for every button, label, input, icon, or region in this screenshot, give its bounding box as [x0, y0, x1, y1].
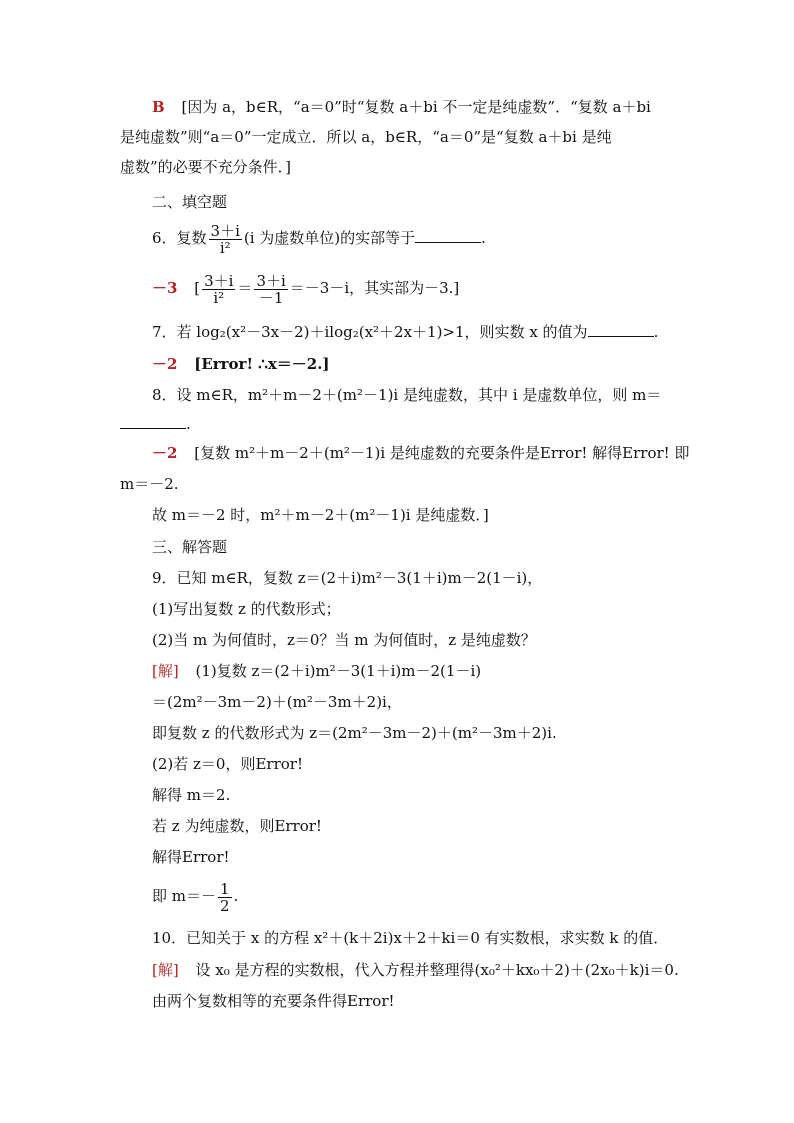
q10-solution-tag: [解] — [152, 961, 179, 979]
q9-question-line2: (1)写出复数 z 的代数形式； — [152, 600, 341, 618]
q9-solution-line8 — [152, 878, 238, 914]
q6-sol-den2: －1 — [258, 288, 284, 307]
q6-sol-fraction-2 — [254, 273, 287, 306]
q6-tail: . — [481, 229, 486, 247]
q5-answer: B — [152, 98, 165, 116]
q6-suffix: (i 为虚数单位)的实部等于 — [243, 229, 416, 247]
q9-sol-fraction — [218, 881, 232, 914]
q8-tail: . — [186, 415, 191, 433]
q10-solution-line2: 由两个复数相等的充要条件得Error! — [152, 992, 395, 1010]
q6-answer-blank[interactable] — [415, 228, 481, 243]
q9-sol-den: 2 — [220, 896, 230, 915]
q9-sol-1: (1)复数 z＝(2＋i)m²－3(1＋i)m－2(1－i) — [195, 662, 482, 680]
q7-solution — [152, 354, 330, 374]
q9-sol-num: 1 — [220, 879, 230, 898]
section-answer-title: 三、解答题 — [152, 538, 228, 556]
q9-solution-line2: ＝(2m²－3m－2)＋(m²－3m＋2)i， — [152, 693, 402, 711]
q10-question: 10．已知关于 x 的方程 x²＋(k＋2i)x＋2＋ki＝0 有实数根，求实数 k 的值． — [152, 929, 669, 947]
q5-line1 — [152, 97, 651, 117]
q6-denominator: i² — [219, 238, 231, 257]
q6-sol-eq: ＝ — [237, 279, 253, 297]
q5-explain-2: 是纯虚数”则“a＝0”一定成立．所以 a，b∈R，“a＝0”是“复数 a＋bi 是纯 — [120, 128, 612, 146]
q9-solution-line3: 即复数 z 的代数形式为 z＝(2m²－3m－2)＋(m²－3m＋2)i. — [152, 724, 557, 742]
q6-sol-open: [ — [194, 279, 201, 297]
q5-explain-1: [因为 a，b∈R，“a＝0”时“复数 a＋bi 不一定是纯虚数”．“复数 a＋bi — [181, 98, 651, 116]
q7-answer: －2 — [152, 355, 178, 373]
q7-question — [152, 322, 658, 342]
q9-solution-line5: 解得 m＝2. — [152, 786, 231, 804]
q9-question-line3: (2)当 m 为何值时，z＝0？当 m 为何值时，z 是纯虚数？ — [152, 631, 536, 649]
q10-sol-1: 设 x₀ 是方程的实数根，代入方程并整理得(x₀²＋kx₀＋2)＋(2x₀＋k)i＝0. — [195, 961, 679, 979]
q6-numerator: 3＋i — [210, 221, 240, 240]
q6-sol-rest: ＝－3－i，其实部为－3.] — [289, 279, 460, 297]
q9-solution-line1 — [152, 661, 481, 681]
q9-sol-8-prefix: 即 m＝－ — [152, 887, 216, 905]
section-fill-in-title: 二、填空题 — [152, 193, 228, 211]
q8-answer-blank[interactable] — [120, 414, 186, 429]
q9-solution-tag: [解] — [152, 662, 179, 680]
q6-answer: －3 — [152, 279, 178, 297]
q8-solution-line1 — [152, 443, 689, 463]
q6-question — [152, 220, 486, 256]
q6-prefix: 6．复数 — [152, 229, 207, 247]
q6-sol-num1: 3＋i — [204, 271, 234, 290]
q7-tail: . — [653, 323, 659, 341]
q6-sol-den1: i² — [213, 288, 225, 307]
q8-sol-1: [复数 m²＋m－2＋(m²－1)i 是纯虚数的充要条件是Error! 解得Error! 即 — [194, 444, 690, 462]
q10-solution-line1 — [152, 960, 679, 980]
q7-sol-text: [Error! ∴x＝－2.] — [194, 355, 330, 373]
q6-sol-num2: 3＋i — [256, 271, 286, 290]
q7-text: 7．若 log₂(x²－3x－2)＋ilog₂(x²＋2x＋1)>1，则实数 x 的值为 — [152, 323, 588, 341]
q8-question-line1: 8．设 m∈R，m²＋m－2＋(m²－1)i 是纯虚数，其中 i 是虚数单位，则 m＝ — [152, 386, 662, 404]
q8-solution-line3: 故 m＝－2 时，m²＋m－2＋(m²－1)i 是纯虚数．] — [152, 506, 489, 524]
q6-sol-fraction-1 — [202, 273, 235, 306]
q8-answer: －2 — [152, 444, 178, 462]
q7-answer-blank[interactable] — [588, 322, 654, 337]
q9-solution-line7: 解得Error! — [152, 848, 230, 866]
q8-solution-line2: m＝－2. — [120, 475, 179, 493]
q9-sol-8-suffix: . — [233, 887, 239, 905]
q6-fraction — [209, 223, 242, 256]
q8-question-line2 — [120, 414, 191, 434]
q9-solution-line4: (2)若 z＝0，则Error! — [152, 755, 303, 773]
q9-question-line1: 9．已知 m∈R，复数 z＝(2＋i)m²－3(1＋i)m－2(1－i)， — [152, 569, 543, 587]
q9-solution-line6: 若 z 为纯虚数，则Error! — [152, 817, 322, 835]
q5-explain-3: 虚数”的必要不充分条件．] — [120, 158, 292, 176]
q6-solution — [152, 270, 459, 306]
